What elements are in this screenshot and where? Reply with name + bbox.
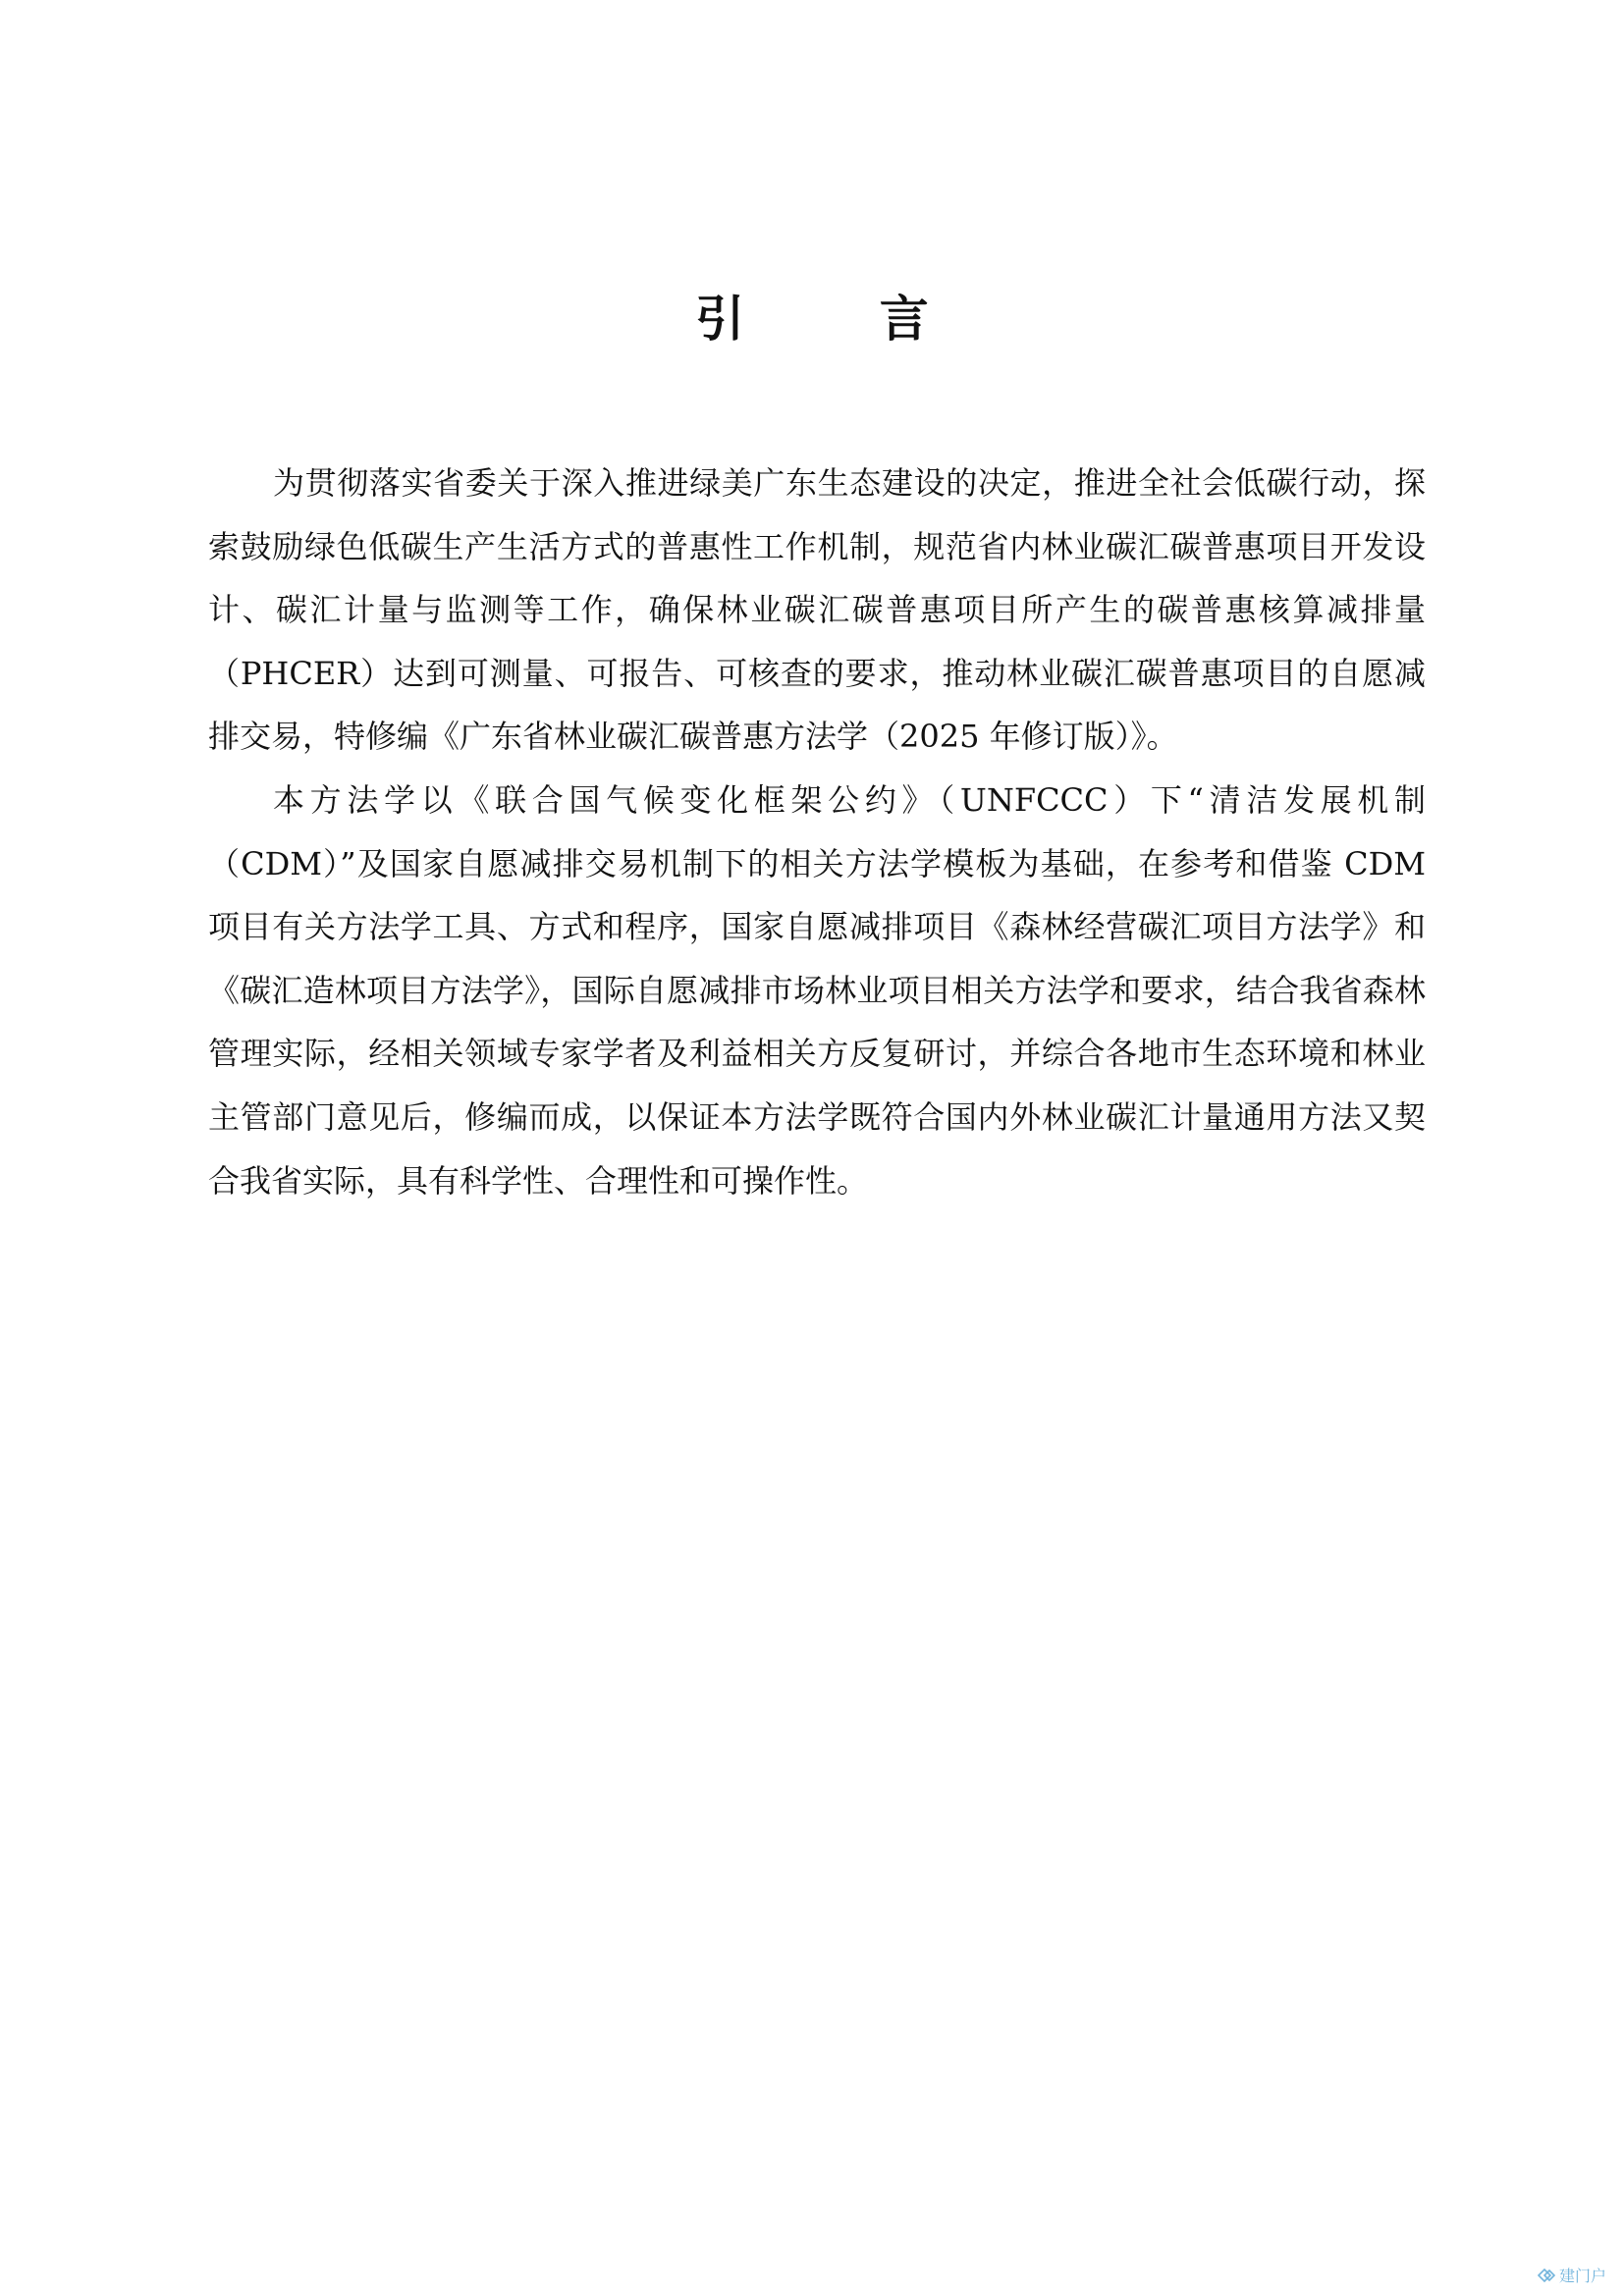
watermark <box>1538 2264 1606 2286</box>
page-title: 引 言 <box>695 290 988 347</box>
body-text <box>208 452 1426 1212</box>
logo-icon <box>1538 2269 1555 2282</box>
watermark-text: 建门户 <box>1558 2267 1606 2285</box>
paragraph-2: 本方法学以《联合国气候变化框架公约》（UNFCCC）下“清洁发展机制（CDM）”及国家自愿减排交易机制下的相关方法学模板为基础，在参考和借鉴 CDM 项目有关方法学工具、方式和程序，国家自愿减排项目《森林经营碳汇项目方法学》和《碳汇造林项目方法学》，国际自愿减排市场林业项目相关方法学和要求，结合我省森林管理实际，经相关领域专家学者及利益相关方反复研讨，并综合各地市生态环境和林业主管部门意见后，修编而成，以保证本方法学既符合国内外林业碳汇计量通用方法又契合我省实际，具有科学性、合理性和可操作性。 <box>208 780 1426 1200</box>
paragraph-1: 为贯彻落实省委关于深入推进绿美广东生态建设的决定，推进全社会低碳行动，探索鼓励绿色低碳生产生活方式的普惠性工作机制，规范省内林业碳汇碳普惠项目开发设计、碳汇计量与监测等工作，确保林业碳汇碳普惠项目所产生的碳普惠核算减排量（PHCER）达到可测量、可报告、可核查的要求，推动林业碳汇碳普惠项目的自愿减排交易，特修编《广东省林业碳汇碳普惠方法学（2025 年修订版）》。 <box>208 464 1426 756</box>
